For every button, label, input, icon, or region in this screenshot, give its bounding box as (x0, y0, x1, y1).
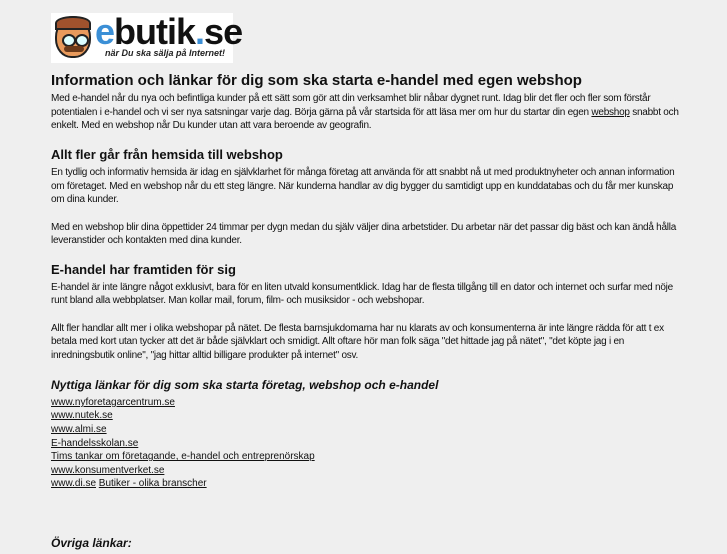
other-links-heading: Övriga länkar: (51, 536, 132, 551)
paragraph: En tydlig och informativ hemsida är idag en självklarhet för många företag att använda för att snabbt nå ut med produktnyheter och annan information om företaget. Med en webshop når du ett steg längre. När kunderna handlar av dig bygger du samtidigt upp en kunddatabas och du får mer kunskap om dina kunder. (51, 166, 675, 206)
paragraph: E-handel är inte längre något exklusivt, bara för en liten utvald konsumentklick. Idag har de flesta tillgång till en dator och internet och surfar med nöje runt bland alla webbplatser. Man kollar mail, forum, film- och musiksidor - och webshopar. (51, 281, 673, 307)
links-heading: Nyttiga länkar för dig som ska starta företag, webshop och e-handel (51, 377, 439, 392)
ebutik-logo[interactable] (51, 11, 243, 63)
paragraph: Allt fler handlar allt mer i olika webshopar på nätet. De flesta barnsjukdomarna har nu klarats av och konsumenterna är inte längre rädda för att t ex betala med kort utan tycker att det är både självklart och smidigt. Allt oftare hör man folk säga "det hittade jag på nätet", "det köpte jag i en inredningsbutik online", "jag hittar alltid billigare produkter på internet" osv. (51, 322, 664, 362)
mascot-face-icon (55, 16, 91, 58)
link-almi[interactable]: www.almi.se (51, 424, 107, 436)
section-heading-webshop: Allt fler går från hemsida till webshop (51, 146, 283, 162)
useful-links-list (51, 396, 681, 491)
logo-wordmark: ebutik.se (95, 11, 243, 52)
webshop-link[interactable]: webshop (591, 106, 630, 118)
link-nutek[interactable]: www.nutek.se (51, 410, 113, 422)
page-title: Information och länkar för dig som ska starta e-handel med egen webshop (51, 72, 582, 89)
link-nyforetagarcentrum[interactable]: www.nyforetagarcentrum.se (51, 396, 175, 408)
link-konsumentverket[interactable]: www.konsumentverket.se (51, 464, 165, 476)
section-heading-future: E-handel har framtiden för sig (51, 261, 236, 277)
logo-tagline: när Du ska sälja på Internet! (105, 48, 226, 58)
link-e-handelsskolan[interactable]: E-handelsskolan.se (51, 437, 139, 449)
page-content (51, 13, 681, 554)
link-butiker[interactable]: Butiker - olika branscher (98, 478, 207, 490)
link-di[interactable]: www.di.se (51, 478, 97, 490)
intro-paragraph: Med e-handel når du nya och befintliga kunder på ett sätt som gör att din verksamhet blir nåbar dygnet runt. Idag blir det fler och fler som förstår potentialen i e-handel och vi ser nya satsningar varje dag. Börja gärna på vår startsida för att läsa mer om hur du startar din egen webshop snabbt och enkelt. Med en webshop når Du kunder utan att vara beroende av geografin. (51, 93, 679, 132)
link-tims-tankar[interactable]: Tims tankar om företagande, e-handel och entreprenörskap (51, 451, 315, 463)
paragraph: Med en webshop blir dina öppettider 24 timmar per dygn medan du själv väljer dina arbetstider. Du arbetar när det passar dig bäst och kan ändå hålla leveranstider och kontakten med dina kunder. (51, 221, 677, 247)
